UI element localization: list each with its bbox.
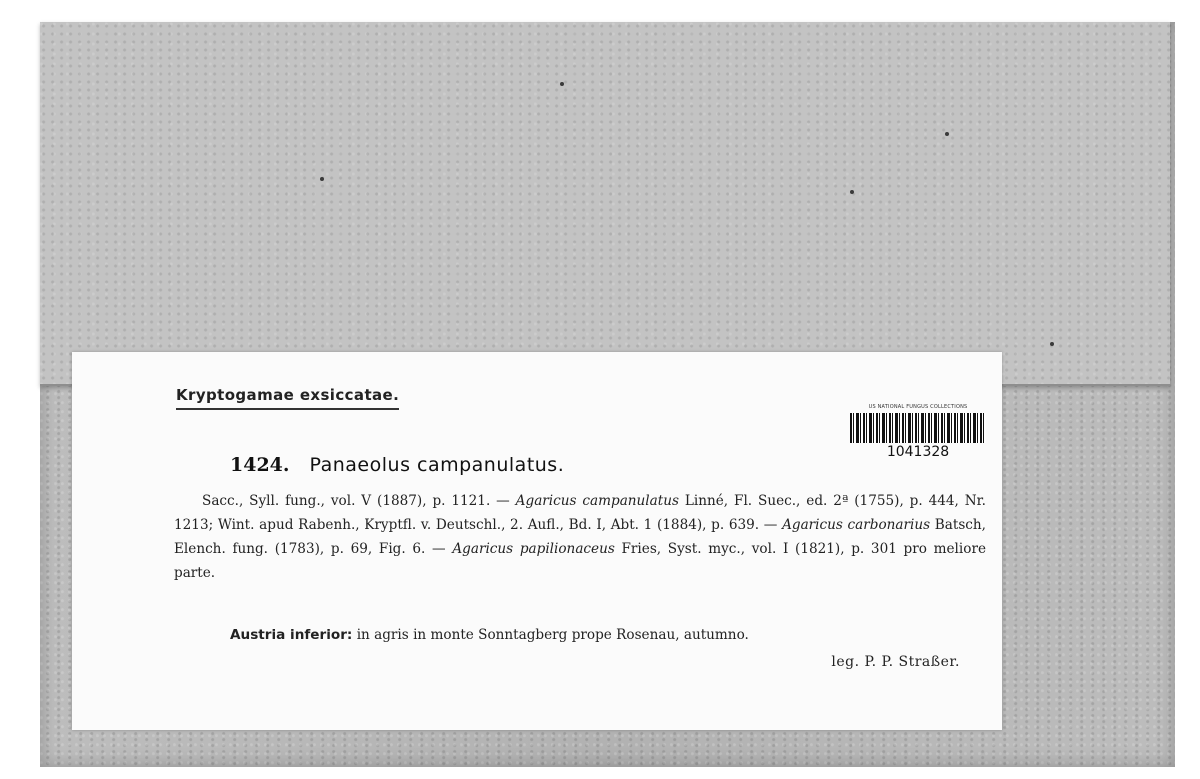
reference-text: Linné, Fl. Suec., ed. 2ª (1755), p. 444, Nr. 1213; Wint. apud Rabenh., Kryptfl. v. Deutschl., 2. Aufl., Bd. I, Abt. 1 (1884), p. 639. —: [174, 493, 986, 533]
synonymy-references: [174, 489, 986, 585]
paper-speck: [850, 190, 854, 194]
synonym-name: Agaricus papilionaceus: [452, 541, 615, 557]
locality-line: [230, 627, 749, 643]
packet-flap: [40, 22, 1170, 386]
paper-speck: [320, 177, 324, 181]
collector: leg. P. P. Straßer.: [831, 654, 960, 670]
barcode-image: [850, 413, 986, 443]
locality-text: in agris in monte Sonntagberg prope Rosenau, autumno.: [352, 627, 749, 643]
locality-region: Austria inferior:: [230, 627, 353, 643]
exsiccata-number: 1424.: [230, 454, 290, 476]
series-title: Kryptogamae exsiccatae.: [176, 386, 399, 410]
reference-text: Fries, Syst. myc., vol. I (1821), p. 301 pro meliore parte.: [174, 541, 986, 581]
species-name: Panaeolus campanulatus.: [309, 454, 565, 476]
species-heading: [230, 454, 564, 476]
paper-speck: [1050, 342, 1054, 346]
reference-text: Batsch, Elench. fung. (1783), p. 69, Fig. 6. —: [174, 517, 986, 557]
paper-speck: [560, 82, 564, 86]
barcode-number: 1041328: [886, 444, 950, 460]
paper-speck: [945, 132, 949, 136]
specimen-label: [72, 352, 1002, 730]
barcode-caption: US NATIONAL FUNGUS COLLECTIONS: [868, 404, 968, 410]
synonym-name: Agaricus campanulatus: [515, 493, 679, 509]
synonym-name: Agaricus carbonarius: [782, 517, 931, 533]
reference-text: Sacc., Syll. fung., vol. V (1887), p. 1121. —: [202, 493, 516, 509]
barcode-block: [850, 404, 986, 460]
